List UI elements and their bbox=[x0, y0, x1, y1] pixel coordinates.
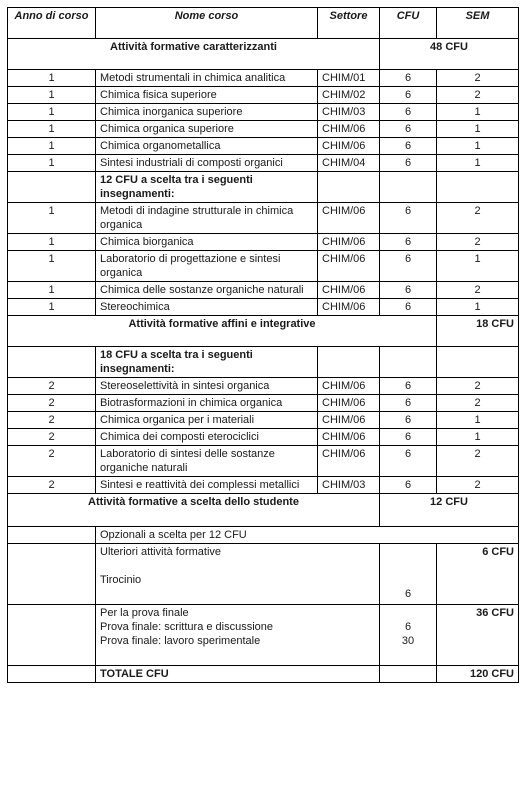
section-caratterizzanti bbox=[8, 39, 519, 70]
cell-cfu: 6 bbox=[380, 446, 437, 477]
table-row bbox=[8, 251, 519, 282]
cell-nome: Chimica biorganica bbox=[96, 234, 318, 251]
cell-sem: 2 bbox=[437, 282, 519, 299]
cell-cfu: 6 bbox=[380, 234, 437, 251]
cell-anno: 2 bbox=[8, 395, 96, 412]
cell-anno: 1 bbox=[8, 138, 96, 155]
header-sem: SEM bbox=[437, 8, 519, 39]
cell-settore: CHIM/06 bbox=[318, 282, 380, 299]
table-row bbox=[8, 299, 519, 316]
section-cfu: 18 CFU bbox=[437, 316, 519, 347]
cell-nome: Stereoselettività in sintesi organica bbox=[96, 378, 318, 395]
cell-settore: CHIM/01 bbox=[318, 70, 380, 87]
header-row bbox=[8, 8, 519, 39]
prova-line1: Prova finale: scrittura e discussione bbox=[100, 621, 274, 633]
table-row bbox=[8, 446, 519, 477]
cell-sem: 2 bbox=[437, 87, 519, 104]
cell-anno: 1 bbox=[8, 104, 96, 121]
curriculum-table bbox=[7, 7, 519, 683]
cell-anno: 1 bbox=[8, 121, 96, 138]
prova-title: Per la prova finale bbox=[100, 607, 189, 619]
cell-anno: 2 bbox=[8, 477, 96, 494]
table-row bbox=[8, 378, 519, 395]
cell-cfu: 6 bbox=[380, 395, 437, 412]
totale-label: TOTALE CFU bbox=[96, 666, 380, 683]
cell-settore: CHIM/06 bbox=[318, 234, 380, 251]
cell-sem: 1 bbox=[437, 138, 519, 155]
opzionali-label: Opzionali a scelta per 12 CFU bbox=[96, 527, 519, 544]
cell-settore: CHIM/04 bbox=[318, 155, 380, 172]
choice-label: 12 CFU a scelta tra i seguenti insegnamenti: bbox=[96, 172, 318, 203]
cell-anno: 1 bbox=[8, 87, 96, 104]
cell-cfu: 6 bbox=[380, 282, 437, 299]
cell-sem: 1 bbox=[437, 251, 519, 282]
cell-settore: CHIM/03 bbox=[318, 477, 380, 494]
cell-nome: Metodi di indagine strutturale in chimica organica bbox=[96, 203, 318, 234]
cell-cfu: 6 bbox=[380, 378, 437, 395]
cell-cfu: 6 bbox=[380, 87, 437, 104]
cell-sem: 2 bbox=[437, 446, 519, 477]
cell-settore: CHIM/06 bbox=[318, 299, 380, 316]
prova-line2-cfu: 30 bbox=[401, 635, 415, 647]
ulteriori-title: Ulteriori attività formative bbox=[100, 546, 222, 558]
cell-settore: CHIM/06 bbox=[318, 251, 380, 282]
cell-anno: 1 bbox=[8, 282, 96, 299]
cell-sem: 1 bbox=[437, 429, 519, 446]
totale-row bbox=[8, 666, 519, 683]
cell-settore: CHIM/02 bbox=[318, 87, 380, 104]
cell-settore: CHIM/06 bbox=[318, 446, 380, 477]
header-cfu: CFU bbox=[380, 8, 437, 39]
totale-cfu: 120 CFU bbox=[437, 666, 519, 683]
cell-cfu: 6 bbox=[380, 138, 437, 155]
cell-sem: 1 bbox=[437, 155, 519, 172]
cell-sem: 2 bbox=[437, 203, 519, 234]
cell-cfu: 6 bbox=[380, 155, 437, 172]
cell-nome: Chimica fisica superiore bbox=[96, 87, 318, 104]
table-row bbox=[8, 395, 519, 412]
cell-cfu: 6 bbox=[380, 429, 437, 446]
tirocinio-label: Tirocinio bbox=[100, 574, 142, 586]
table-row bbox=[8, 104, 519, 121]
cell-sem: 2 bbox=[437, 395, 519, 412]
cell-nome: Sintesi e reattività dei complessi metallici bbox=[96, 477, 318, 494]
cell-sem: 2 bbox=[437, 234, 519, 251]
cell-anno: 2 bbox=[8, 446, 96, 477]
cell-nome: Laboratorio di sintesi delle sostanze organiche naturali bbox=[96, 446, 318, 477]
cell-sem: 1 bbox=[437, 104, 519, 121]
table-row bbox=[8, 155, 519, 172]
cell-anno: 2 bbox=[8, 412, 96, 429]
cell-anno: 1 bbox=[8, 251, 96, 282]
cell-nome: Sintesi industriali di composti organici bbox=[96, 155, 318, 172]
cell-cfu: 6 bbox=[380, 104, 437, 121]
cell-sem: 2 bbox=[437, 477, 519, 494]
table-row bbox=[8, 121, 519, 138]
cell-nome: Chimica organica per i materiali bbox=[96, 412, 318, 429]
curriculum-table-wrapper bbox=[7, 7, 519, 683]
cell-settore: CHIM/06 bbox=[318, 412, 380, 429]
ulteriori-cfu: 6 CFU bbox=[437, 544, 519, 605]
section-title: Attività formative caratterizzanti bbox=[8, 39, 380, 70]
cell-sem: 2 bbox=[437, 70, 519, 87]
table-row bbox=[8, 234, 519, 251]
cell-cfu: 6 bbox=[380, 299, 437, 316]
choice-label: 18 CFU a scelta tra i seguenti insegnamenti: bbox=[96, 347, 318, 378]
cell-settore: CHIM/06 bbox=[318, 121, 380, 138]
cell-anno: 2 bbox=[8, 378, 96, 395]
prova-line1-cfu: 6 bbox=[404, 621, 412, 633]
choice-label-row bbox=[8, 172, 519, 203]
opzionali-row bbox=[8, 527, 519, 544]
cell-settore: CHIM/06 bbox=[318, 395, 380, 412]
cell-settore: CHIM/03 bbox=[318, 104, 380, 121]
table-row bbox=[8, 138, 519, 155]
cell-settore: CHIM/06 bbox=[318, 378, 380, 395]
tirocinio-cfu: 6 bbox=[380, 544, 437, 605]
cell-sem: 1 bbox=[437, 412, 519, 429]
section-cfu: 48 CFU bbox=[380, 39, 519, 70]
cell-cfu: 6 bbox=[380, 477, 437, 494]
cell-cfu: 6 bbox=[380, 251, 437, 282]
cell-anno: 1 bbox=[8, 299, 96, 316]
cell-nome: Chimica delle sostanze organiche naturali bbox=[96, 282, 318, 299]
table-row bbox=[8, 429, 519, 446]
cell-nome: Laboratorio di progettazione e sintesi organica bbox=[96, 251, 318, 282]
cell-settore: CHIM/06 bbox=[318, 203, 380, 234]
cell-nome: Chimica dei composti eterociclici bbox=[96, 429, 318, 446]
cell-anno: 2 bbox=[8, 429, 96, 446]
cell-anno: 1 bbox=[8, 234, 96, 251]
section-scelta bbox=[8, 494, 519, 527]
section-affini bbox=[8, 316, 519, 347]
cell-anno: 1 bbox=[8, 203, 96, 234]
section-title: Attività formative affini e integrative bbox=[8, 316, 437, 347]
cell-sem: 1 bbox=[437, 299, 519, 316]
section-cfu: 12 CFU bbox=[380, 494, 519, 527]
cell-settore: CHIM/06 bbox=[318, 429, 380, 446]
table-row bbox=[8, 477, 519, 494]
cell-settore: CHIM/06 bbox=[318, 138, 380, 155]
prova-row bbox=[8, 605, 519, 666]
section-title: Attività formative a scelta dello studente bbox=[8, 494, 380, 527]
cell-sem: 2 bbox=[437, 378, 519, 395]
ulteriori-row bbox=[8, 544, 519, 605]
cell-cfu: 6 bbox=[380, 412, 437, 429]
table-row bbox=[8, 87, 519, 104]
cell-anno: 1 bbox=[8, 155, 96, 172]
header-settore: Settore bbox=[318, 8, 380, 39]
header-anno: Anno di corso bbox=[8, 8, 96, 39]
cell-cfu: 6 bbox=[380, 121, 437, 138]
cell-nome: Chimica inorganica superiore bbox=[96, 104, 318, 121]
table-row bbox=[8, 282, 519, 299]
cell-sem: 1 bbox=[437, 121, 519, 138]
cell-nome: Chimica organometallica bbox=[96, 138, 318, 155]
table-row bbox=[8, 70, 519, 87]
prova-cfu: 36 CFU bbox=[437, 605, 519, 666]
cell-nome: Chimica organica superiore bbox=[96, 121, 318, 138]
cell-cfu: 6 bbox=[380, 203, 437, 234]
choice-label-row bbox=[8, 347, 519, 378]
prova-line2: Prova finale: lavoro sperimentale bbox=[100, 635, 261, 647]
table-row bbox=[8, 203, 519, 234]
cell-anno: 1 bbox=[8, 70, 96, 87]
cell-nome: Biotrasformazioni in chimica organica bbox=[96, 395, 318, 412]
cell-nome: Stereochimica bbox=[96, 299, 318, 316]
cell-nome: Metodi strumentali in chimica analitica bbox=[96, 70, 318, 87]
header-nome: Nome corso bbox=[96, 8, 318, 39]
table-row bbox=[8, 412, 519, 429]
cell-cfu: 6 bbox=[380, 70, 437, 87]
